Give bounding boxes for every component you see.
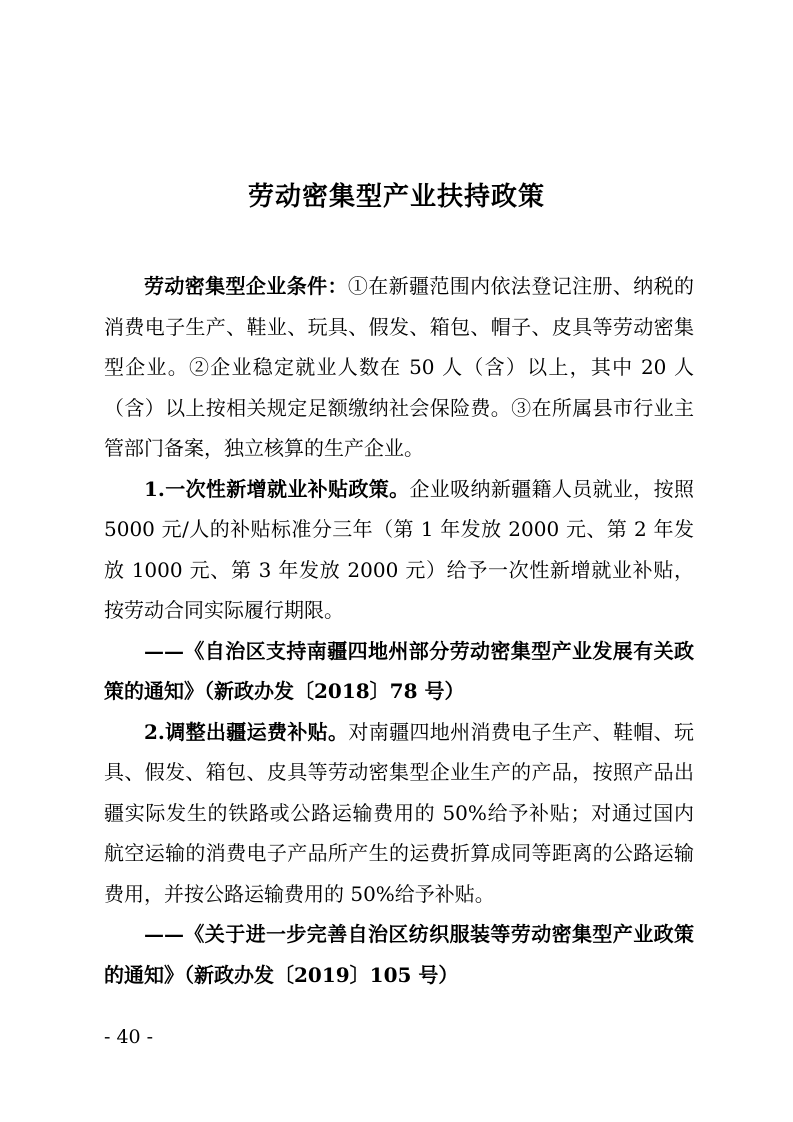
citation-text: ——《关于进一步完善自治区纺织服装等劳动密集型产业政策的通知》（新政办发〔2019〕105 号） [104, 922, 694, 987]
paragraph-source-citation-1 [104, 631, 694, 712]
paragraph-source-citation-2 [104, 914, 694, 995]
page-title: 劳动密集型产业扶持政策 [247, 182, 545, 212]
paragraph-enterprise-conditions [104, 266, 694, 469]
paragraph-lead: 2.调整出疆运费补贴。 [144, 719, 349, 744]
document-body [104, 266, 694, 995]
paragraph-employment-subsidy [104, 469, 694, 631]
paragraph-text: 企业吸纳新疆籍人员就业，按照 5000 元/人的补贴标准分三年（第 1 年发放 2000 元、第 2 年发放 1000 元、第 3 年发放 2000 元）给予一次性新增就业补贴，按劳动合同实际履行期限。 [104, 476, 694, 622]
paragraph-text: 对南疆四地州消费电子生产、鞋帽、玩具、假发、箱包、皮具等劳动密集型企业生产的产品，按照产品出疆实际发生的铁路或公路运输费用的 50%给予补贴；对通过国内航空运输的消费电子产品所产生的运费折算成同等距离的公路运输费用，并按公路运输费用的 50%给予补贴。 [104, 719, 694, 906]
paragraph-freight-subsidy [104, 712, 694, 915]
paragraph-text: ①在新疆范围内依法登记注册、纳税的消费电子生产、鞋业、玩具、假发、箱包、帽子、皮具等劳动密集型企业。②企业稳定就业人数在 50 人（含）以上，其中 20 人（含）以上按相关规定足额缴纳社会保险费。③在所属县市行业主管部门备案，独立核算的生产企业。 [104, 274, 695, 460]
page-number: - 40 - [104, 1026, 154, 1048]
citation-text: ——《自治区支持南疆四地州部分劳动密集型产业发展有关政策的通知》（新政办发〔2018〕78 号） [104, 638, 694, 703]
paragraph-lead: 劳动密集型企业条件： [144, 274, 348, 298]
paragraph-lead: 1.一次性新增就业补贴政策。 [144, 476, 410, 501]
